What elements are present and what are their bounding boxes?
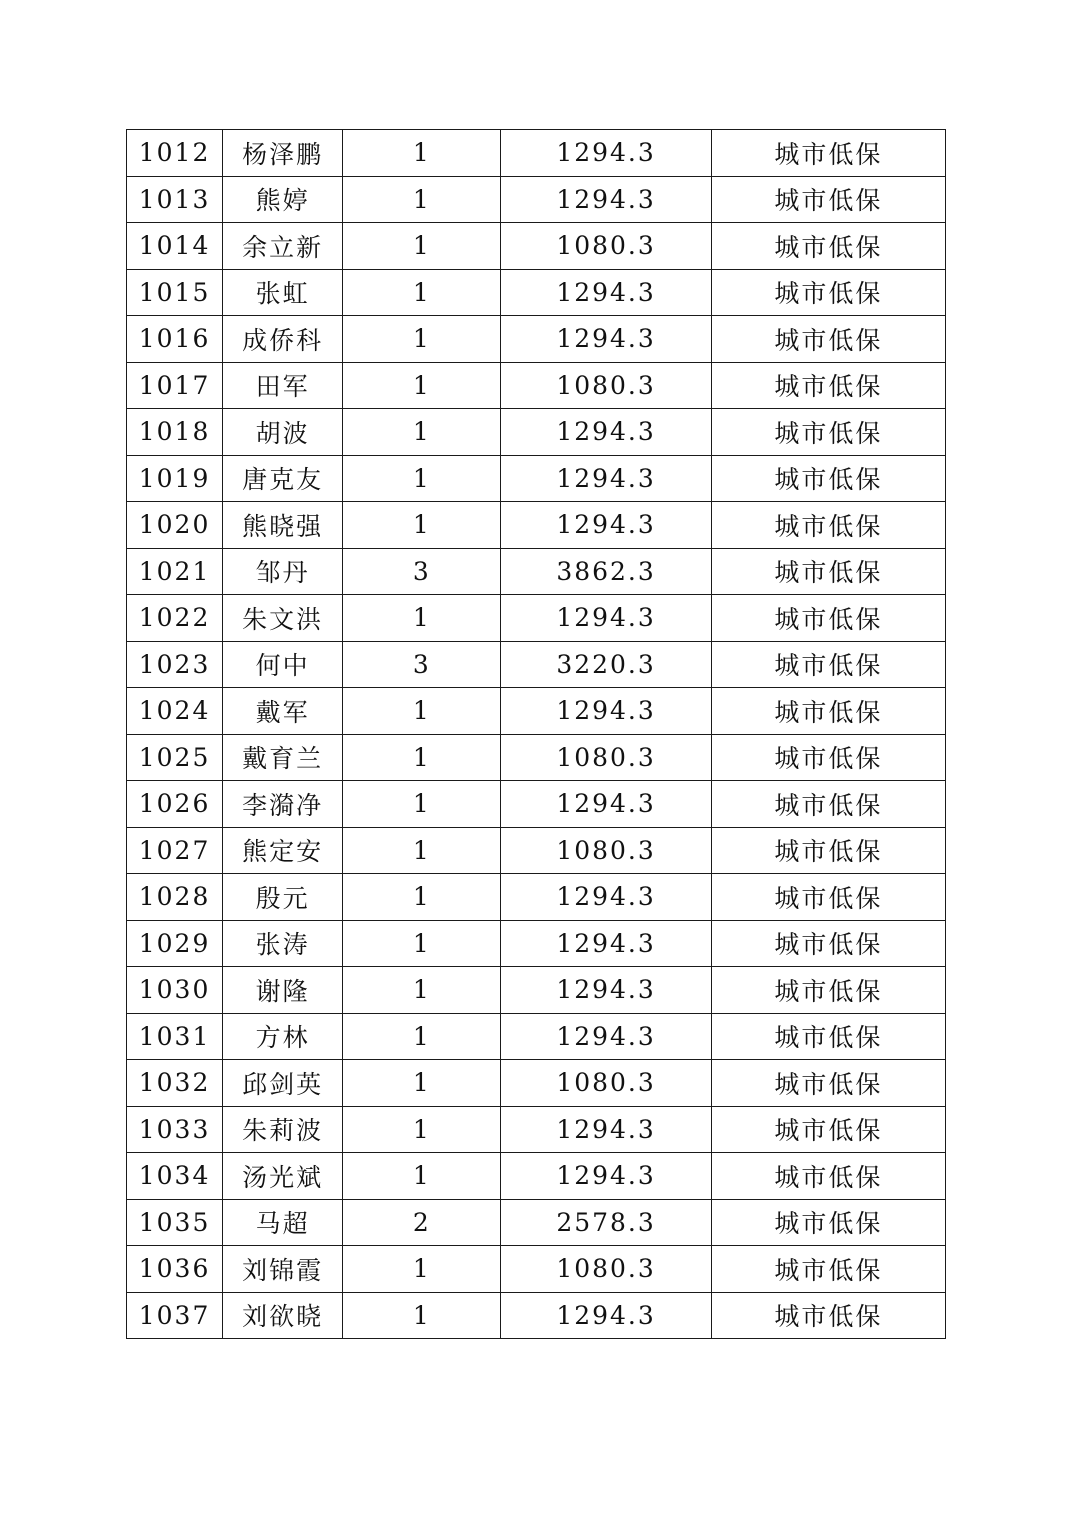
household-count-cell: 1 bbox=[343, 269, 501, 316]
amount-cell: 1294.3 bbox=[501, 409, 711, 456]
table-row bbox=[127, 1292, 946, 1339]
amount-cell: 1080.3 bbox=[501, 223, 711, 270]
serial-number-cell: 1016 bbox=[127, 316, 223, 363]
amount-cell: 1294.3 bbox=[501, 1013, 711, 1060]
serial-number-cell: 1036 bbox=[127, 1246, 223, 1293]
amount-cell: 1294.3 bbox=[501, 874, 711, 921]
household-count-cell: 1 bbox=[343, 1060, 501, 1107]
table-row bbox=[127, 734, 946, 781]
table-row bbox=[127, 502, 946, 549]
amount-cell: 1294.3 bbox=[501, 781, 711, 828]
name-cell: 戴军 bbox=[223, 688, 343, 735]
amount-cell: 1294.3 bbox=[501, 502, 711, 549]
name-cell: 殷元 bbox=[223, 874, 343, 921]
assistance-type-cell: 城市低保 bbox=[711, 269, 945, 316]
amount-cell: 2578.3 bbox=[501, 1199, 711, 1246]
amount-cell: 1294.3 bbox=[501, 1106, 711, 1153]
table-row bbox=[127, 176, 946, 223]
assistance-type-cell: 城市低保 bbox=[711, 502, 945, 549]
household-count-cell: 3 bbox=[343, 641, 501, 688]
assistance-type-cell: 城市低保 bbox=[711, 874, 945, 921]
assistance-type-cell: 城市低保 bbox=[711, 920, 945, 967]
amount-cell: 1080.3 bbox=[501, 362, 711, 409]
serial-number-cell: 1032 bbox=[127, 1060, 223, 1107]
household-count-cell: 1 bbox=[343, 734, 501, 781]
assistance-type-cell: 城市低保 bbox=[711, 1246, 945, 1293]
household-count-cell: 1 bbox=[343, 967, 501, 1014]
name-cell: 戴育兰 bbox=[223, 734, 343, 781]
amount-cell: 1080.3 bbox=[501, 1060, 711, 1107]
name-cell: 方林 bbox=[223, 1013, 343, 1060]
table-row bbox=[127, 595, 946, 642]
amount-cell: 1294.3 bbox=[501, 130, 711, 177]
household-count-cell: 1 bbox=[343, 176, 501, 223]
serial-number-cell: 1022 bbox=[127, 595, 223, 642]
serial-number-cell: 1012 bbox=[127, 130, 223, 177]
serial-number-cell: 1037 bbox=[127, 1292, 223, 1339]
household-count-cell: 1 bbox=[343, 595, 501, 642]
assistance-type-cell: 城市低保 bbox=[711, 362, 945, 409]
amount-cell: 1294.3 bbox=[501, 455, 711, 502]
amount-cell: 1294.3 bbox=[501, 1292, 711, 1339]
serial-number-cell: 1018 bbox=[127, 409, 223, 456]
table-row bbox=[127, 967, 946, 1014]
table-row bbox=[127, 1106, 946, 1153]
household-count-cell: 1 bbox=[343, 1106, 501, 1153]
amount-cell: 1294.3 bbox=[501, 269, 711, 316]
household-count-cell: 1 bbox=[343, 455, 501, 502]
serial-number-cell: 1015 bbox=[127, 269, 223, 316]
amount-cell: 1294.3 bbox=[501, 316, 711, 363]
serial-number-cell: 1020 bbox=[127, 502, 223, 549]
assistance-type-cell: 城市低保 bbox=[711, 223, 945, 270]
table-row bbox=[127, 1246, 946, 1293]
household-count-cell: 1 bbox=[343, 874, 501, 921]
household-count-cell: 1 bbox=[343, 502, 501, 549]
table-row bbox=[127, 455, 946, 502]
household-count-cell: 1 bbox=[343, 409, 501, 456]
table-row bbox=[127, 874, 946, 921]
name-cell: 熊晓强 bbox=[223, 502, 343, 549]
amount-cell: 1294.3 bbox=[501, 1153, 711, 1200]
assistance-type-cell: 城市低保 bbox=[711, 595, 945, 642]
household-count-cell: 1 bbox=[343, 1246, 501, 1293]
name-cell: 田军 bbox=[223, 362, 343, 409]
household-count-cell: 1 bbox=[343, 688, 501, 735]
serial-number-cell: 1023 bbox=[127, 641, 223, 688]
name-cell: 朱莉波 bbox=[223, 1106, 343, 1153]
amount-cell: 1294.3 bbox=[501, 176, 711, 223]
assistance-type-cell: 城市低保 bbox=[711, 1060, 945, 1107]
table-row bbox=[127, 920, 946, 967]
amount-cell: 1080.3 bbox=[501, 827, 711, 874]
name-cell: 熊定安 bbox=[223, 827, 343, 874]
assistance-table bbox=[126, 129, 946, 1339]
table-row bbox=[127, 362, 946, 409]
table-row bbox=[127, 688, 946, 735]
name-cell: 熊婷 bbox=[223, 176, 343, 223]
serial-number-cell: 1034 bbox=[127, 1153, 223, 1200]
household-count-cell: 1 bbox=[343, 1153, 501, 1200]
table-row bbox=[127, 223, 946, 270]
table-row bbox=[127, 1060, 946, 1107]
name-cell: 胡波 bbox=[223, 409, 343, 456]
serial-number-cell: 1014 bbox=[127, 223, 223, 270]
amount-cell: 1080.3 bbox=[501, 1246, 711, 1293]
serial-number-cell: 1024 bbox=[127, 688, 223, 735]
household-count-cell: 1 bbox=[343, 1292, 501, 1339]
household-count-cell: 1 bbox=[343, 362, 501, 409]
assistance-type-cell: 城市低保 bbox=[711, 455, 945, 502]
table-row bbox=[127, 641, 946, 688]
amount-cell: 1080.3 bbox=[501, 734, 711, 781]
table-row bbox=[127, 827, 946, 874]
assistance-type-cell: 城市低保 bbox=[711, 130, 945, 177]
table-body bbox=[127, 130, 946, 1339]
name-cell: 何中 bbox=[223, 641, 343, 688]
name-cell: 谢隆 bbox=[223, 967, 343, 1014]
name-cell: 唐克友 bbox=[223, 455, 343, 502]
amount-cell: 1294.3 bbox=[501, 595, 711, 642]
assistance-type-cell: 城市低保 bbox=[711, 688, 945, 735]
household-count-cell: 1 bbox=[343, 827, 501, 874]
table-row bbox=[127, 1013, 946, 1060]
amount-cell: 1294.3 bbox=[501, 688, 711, 735]
serial-number-cell: 1030 bbox=[127, 967, 223, 1014]
assistance-type-cell: 城市低保 bbox=[711, 1013, 945, 1060]
table-row bbox=[127, 409, 946, 456]
assistance-type-cell: 城市低保 bbox=[711, 1199, 945, 1246]
name-cell: 张涛 bbox=[223, 920, 343, 967]
serial-number-cell: 1033 bbox=[127, 1106, 223, 1153]
table-row bbox=[127, 130, 946, 177]
serial-number-cell: 1025 bbox=[127, 734, 223, 781]
assistance-type-cell: 城市低保 bbox=[711, 1153, 945, 1200]
assistance-type-cell: 城市低保 bbox=[711, 176, 945, 223]
name-cell: 成侨科 bbox=[223, 316, 343, 363]
household-count-cell: 1 bbox=[343, 920, 501, 967]
name-cell: 余立新 bbox=[223, 223, 343, 270]
serial-number-cell: 1021 bbox=[127, 548, 223, 595]
table-row bbox=[127, 1153, 946, 1200]
assistance-type-cell: 城市低保 bbox=[711, 827, 945, 874]
name-cell: 张虹 bbox=[223, 269, 343, 316]
assistance-type-cell: 城市低保 bbox=[711, 734, 945, 781]
serial-number-cell: 1013 bbox=[127, 176, 223, 223]
serial-number-cell: 1019 bbox=[127, 455, 223, 502]
name-cell: 杨泽鹏 bbox=[223, 130, 343, 177]
household-count-cell: 1 bbox=[343, 223, 501, 270]
household-count-cell: 1 bbox=[343, 316, 501, 363]
name-cell: 汤光斌 bbox=[223, 1153, 343, 1200]
amount-cell: 1294.3 bbox=[501, 920, 711, 967]
assistance-type-cell: 城市低保 bbox=[711, 316, 945, 363]
household-count-cell: 2 bbox=[343, 1199, 501, 1246]
name-cell: 邱剑英 bbox=[223, 1060, 343, 1107]
amount-cell: 1294.3 bbox=[501, 967, 711, 1014]
table-row bbox=[127, 548, 946, 595]
serial-number-cell: 1035 bbox=[127, 1199, 223, 1246]
table-row bbox=[127, 316, 946, 363]
assistance-type-cell: 城市低保 bbox=[711, 1106, 945, 1153]
assistance-type-cell: 城市低保 bbox=[711, 967, 945, 1014]
assistance-type-cell: 城市低保 bbox=[711, 781, 945, 828]
amount-cell: 3862.3 bbox=[501, 548, 711, 595]
assistance-type-cell: 城市低保 bbox=[711, 409, 945, 456]
name-cell: 李漪净 bbox=[223, 781, 343, 828]
table-row bbox=[127, 269, 946, 316]
serial-number-cell: 1017 bbox=[127, 362, 223, 409]
serial-number-cell: 1028 bbox=[127, 874, 223, 921]
assistance-type-cell: 城市低保 bbox=[711, 1292, 945, 1339]
name-cell: 刘欲晓 bbox=[223, 1292, 343, 1339]
table-row bbox=[127, 1199, 946, 1246]
amount-cell: 3220.3 bbox=[501, 641, 711, 688]
assistance-type-cell: 城市低保 bbox=[711, 548, 945, 595]
serial-number-cell: 1029 bbox=[127, 920, 223, 967]
name-cell: 刘锦霞 bbox=[223, 1246, 343, 1293]
serial-number-cell: 1031 bbox=[127, 1013, 223, 1060]
name-cell: 朱文洪 bbox=[223, 595, 343, 642]
household-count-cell: 1 bbox=[343, 1013, 501, 1060]
serial-number-cell: 1027 bbox=[127, 827, 223, 874]
name-cell: 马超 bbox=[223, 1199, 343, 1246]
assistance-type-cell: 城市低保 bbox=[711, 641, 945, 688]
name-cell: 邹丹 bbox=[223, 548, 343, 595]
household-count-cell: 1 bbox=[343, 781, 501, 828]
table-row bbox=[127, 781, 946, 828]
household-count-cell: 1 bbox=[343, 130, 501, 177]
household-count-cell: 3 bbox=[343, 548, 501, 595]
serial-number-cell: 1026 bbox=[127, 781, 223, 828]
